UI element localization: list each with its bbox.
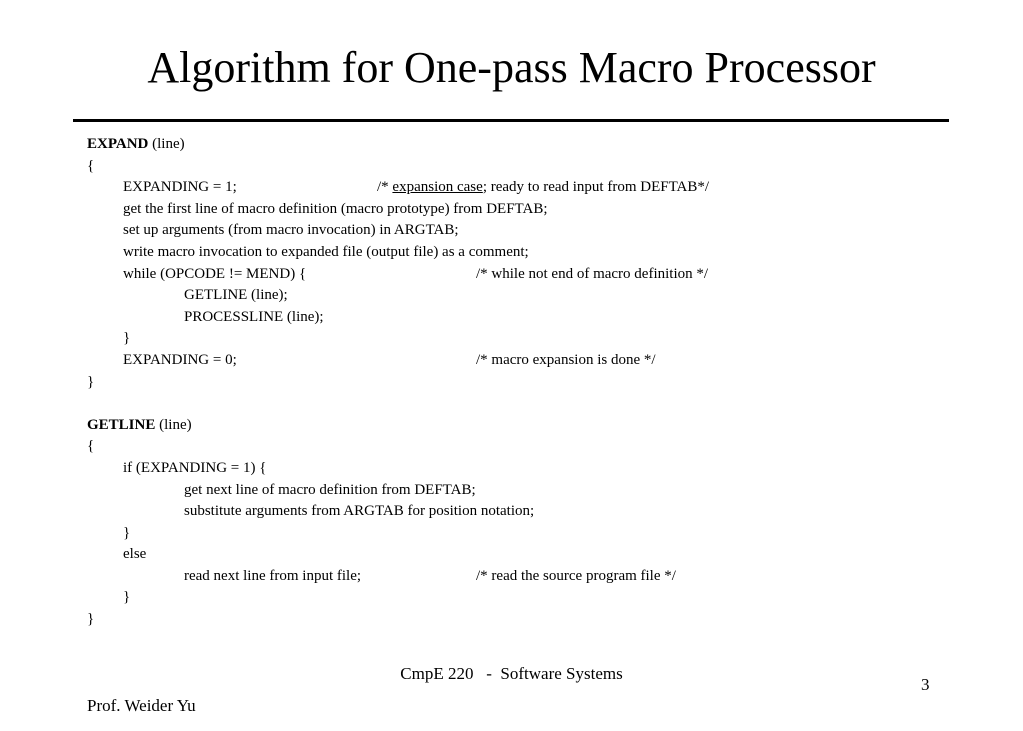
while-statement: while (OPCODE != MEND) { xyxy=(123,265,307,282)
code-line-getline-open xyxy=(87,436,947,458)
code-line-processline-call xyxy=(87,307,947,329)
code-line-while xyxy=(87,264,947,286)
code-line-else xyxy=(87,544,947,566)
code-line-write-invocation xyxy=(87,242,947,264)
code-line-if-close xyxy=(87,523,947,545)
getline-call: GETLINE (line); xyxy=(184,287,288,304)
expand-close-brace: } xyxy=(87,373,95,390)
if-statement: if (EXPANDING = 1) { xyxy=(123,459,267,476)
get-next-line-stmt: get next line of macro definition from DEFTAB; xyxy=(184,481,476,498)
slide-title: Algorithm for One-pass Macro Processor xyxy=(147,43,876,92)
getline-args: (line) xyxy=(155,416,192,433)
substitute-args-stmt: substitute arguments from ARGTAB for position notation; xyxy=(184,503,535,520)
code-line-get-next xyxy=(87,480,947,502)
code-line-getline-header xyxy=(87,415,947,437)
expand-name: EXPAND xyxy=(87,136,149,152)
pseudocode-block xyxy=(87,134,947,631)
write-invocation-stmt: write macro invocation to expanded file (output file) as a comment; xyxy=(123,243,529,260)
expansion-case-link[interactable]: expansion case xyxy=(392,179,483,196)
expansion-case-comment xyxy=(377,177,709,199)
read-source-comment: /* read the source program file */ xyxy=(476,567,676,584)
getline-signature xyxy=(87,415,192,437)
code-line-while-close xyxy=(87,328,947,350)
expand-args: (line) xyxy=(148,136,185,152)
code-line-expand-header xyxy=(87,134,947,156)
expanding-set-1: EXPANDING = 1; xyxy=(123,179,237,196)
while-comment: /* while not end of macro definition */ xyxy=(476,265,709,282)
else-close-brace: } xyxy=(123,589,131,606)
code-line-read-next xyxy=(87,566,947,588)
code-line-get-first xyxy=(87,199,947,221)
get-first-line-stmt: get the first line of macro definition (macro prototype) from DEFTAB; xyxy=(123,200,548,217)
processline-call: PROCESSLINE (line); xyxy=(184,308,324,325)
getline-close-brace: } xyxy=(87,611,95,628)
comment-1-prefix: /* xyxy=(377,179,393,196)
code-line-expanding-0 xyxy=(87,350,947,372)
expand-open-brace: { xyxy=(87,157,95,174)
footer-author: Prof. Weider Yu xyxy=(87,696,196,715)
code-line-if xyxy=(87,458,947,480)
code-line-setup-args xyxy=(87,220,947,242)
code-line-getline-close xyxy=(87,609,947,631)
expansion-done-comment: /* macro expansion is done */ xyxy=(476,351,656,368)
expanding-set-0: EXPANDING = 0; xyxy=(123,351,237,368)
comment-1-suffix: ; ready to read input from DEFTAB*/ xyxy=(482,179,710,196)
getline-name: GETLINE xyxy=(87,416,156,433)
code-line-getline-call xyxy=(87,285,947,307)
title-divider xyxy=(73,119,949,122)
code-line-expanding-1 xyxy=(87,177,947,199)
while-close-brace: } xyxy=(123,330,131,347)
getline-open-brace: { xyxy=(87,438,95,455)
code-line-substitute xyxy=(87,501,947,523)
code-line-expand-open xyxy=(87,156,947,178)
footer-page-number: 3 xyxy=(921,675,930,694)
expand-signature xyxy=(87,134,185,156)
code-line-expand-close xyxy=(87,372,947,394)
else-keyword: else xyxy=(123,546,147,563)
code-line-else-close xyxy=(87,587,947,609)
code-line-blank xyxy=(87,393,947,415)
setup-arguments-stmt: set up arguments (from macro invocation) in ARGTAB; xyxy=(123,222,459,239)
if-close-brace: } xyxy=(123,524,131,541)
footer-course-title: CmpE 220 - Software Systems xyxy=(400,664,623,683)
read-next-line-stmt: read next line from input file; xyxy=(184,567,362,584)
